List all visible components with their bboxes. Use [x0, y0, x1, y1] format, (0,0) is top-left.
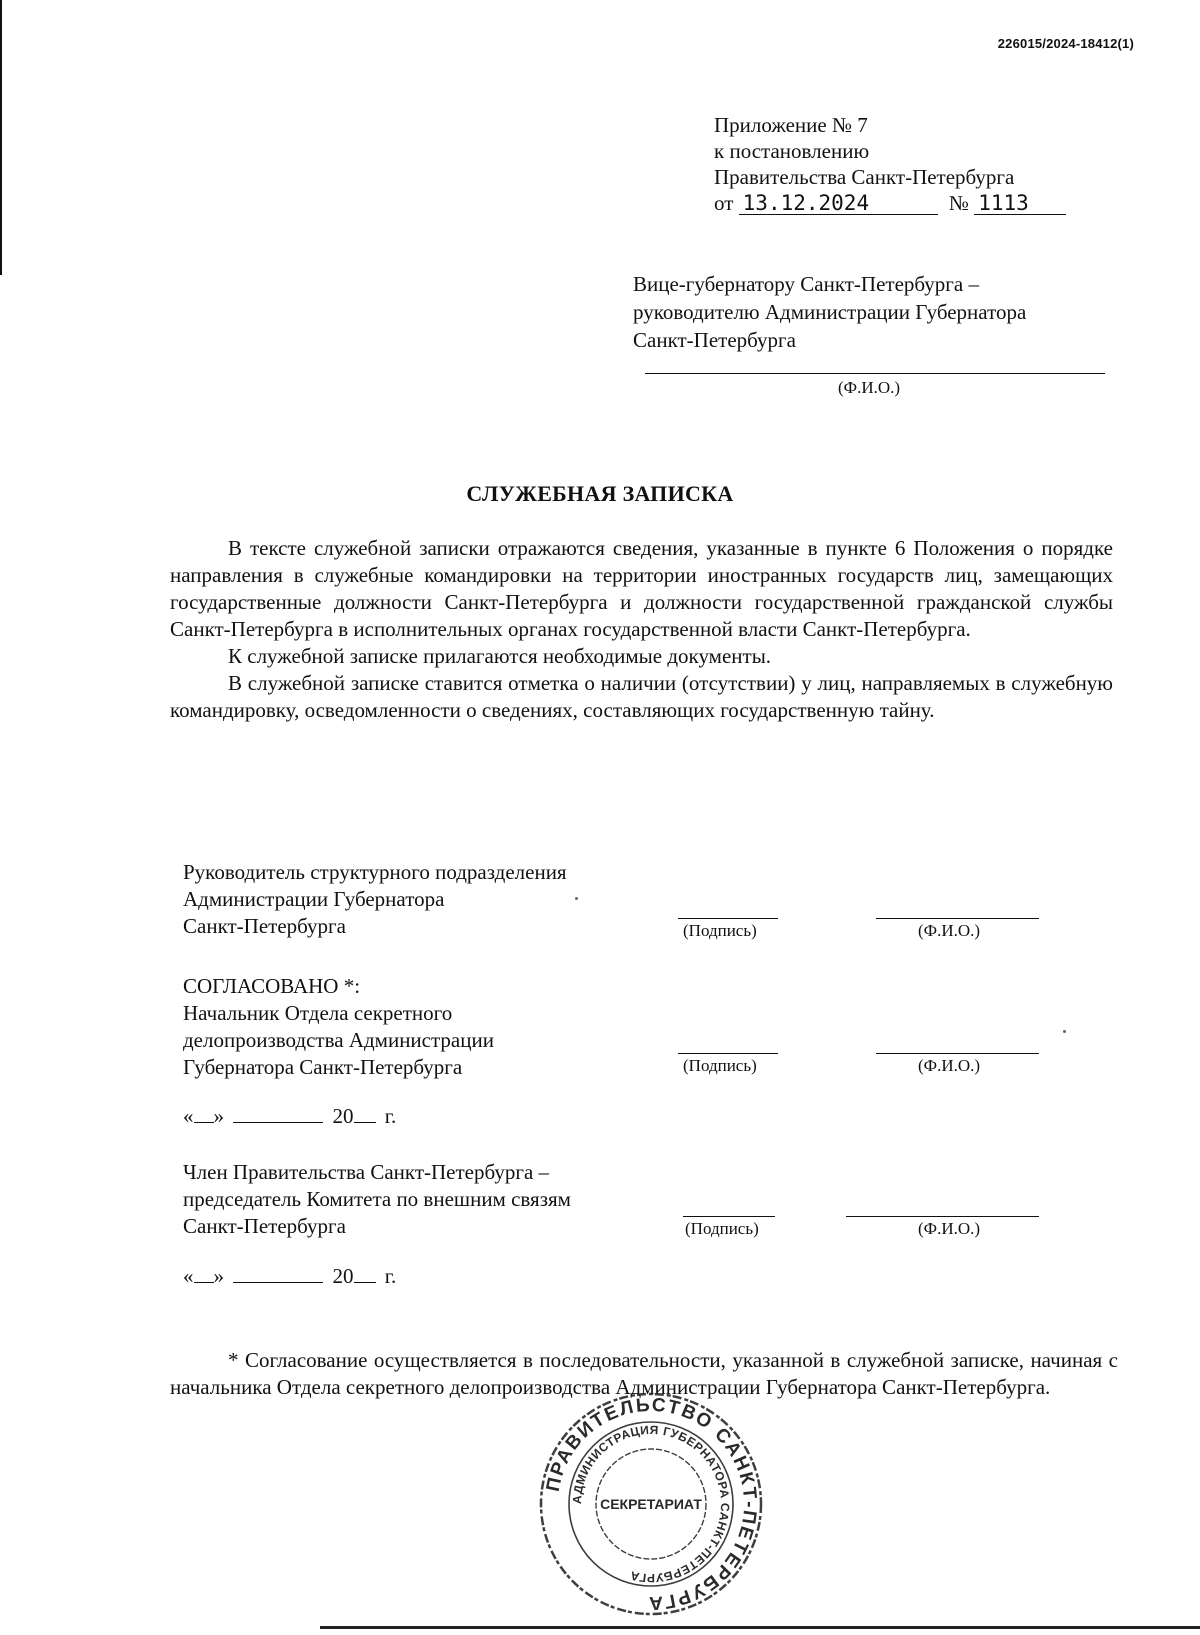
signature-caption: (Подпись): [685, 1219, 759, 1238]
fio-line: [876, 1053, 1039, 1054]
scan-edge-left: [0, 0, 2, 275]
label-line: Санкт-Петербурга: [183, 1214, 346, 1238]
body-text: [170, 535, 1113, 724]
label-line: Санкт-Петербурга: [183, 914, 346, 938]
label-line: Администрации Губернатора: [183, 887, 445, 911]
appendix-date-number: [714, 190, 1066, 216]
footnote-text: * Согласование осуществляется в последовательности, указанной в служебной записке, начиная с начальника Отдела секретного делопроизводства Администрации Губернатора Санкт-Петербурга.: [170, 1348, 1118, 1399]
signature-caption: (Подпись): [683, 1056, 757, 1075]
addressee-fio-line: [645, 373, 1105, 374]
decree-date: 13.12.2024: [739, 192, 938, 215]
signature-caption: (Подпись): [683, 921, 757, 940]
addressee-fio-caption: (Ф.И.О.): [838, 378, 901, 397]
appendix-issuer: Правительства Санкт-Петербурга: [714, 165, 1015, 189]
decree-number: 1113: [974, 192, 1066, 215]
label-line: Член Правительства Санкт-Петербурга –: [183, 1160, 550, 1184]
body-paragraph: К служебной записке прилагаются необходимые документы.: [228, 644, 772, 668]
label-line: Губернатора Санкт-Петербурга: [183, 1055, 463, 1079]
registration-number: 226015/2024-18412(1): [997, 36, 1134, 51]
fio-caption: (Ф.И.О.): [918, 921, 981, 940]
head-signature-label: [183, 859, 567, 940]
fio-line: [846, 1216, 1039, 1217]
label-line: Руководитель структурного подразделения: [183, 860, 567, 884]
addressee-line: руководителю Администрации Губернатора: [633, 300, 1027, 324]
fio-line: [876, 918, 1039, 919]
agreed-signature-label: [183, 973, 494, 1081]
label-line: делопроизводства Администрации: [183, 1028, 494, 1052]
number-prefix: №: [948, 191, 969, 215]
scan-speck: [575, 897, 578, 900]
signature-line: [683, 1216, 775, 1217]
signature-line: [678, 918, 778, 919]
agreed-label: СОГЛАСОВАНО *:: [183, 974, 361, 998]
fio-caption: (Ф.И.О.): [918, 1219, 981, 1238]
scan-edge-bottom: [320, 1626, 1200, 1629]
official-seal-stamp: [537, 1390, 765, 1618]
appendix-block: [714, 112, 1066, 216]
label-line: председатель Комитета по внешним связям: [183, 1187, 571, 1211]
appendix-ref: к постановлению: [714, 139, 870, 163]
member-signature-label: [183, 1159, 571, 1240]
member-date-line: « » 20 г.: [183, 1264, 397, 1288]
fio-caption: (Ф.И.О.): [918, 1056, 981, 1075]
appendix-title: Приложение № 7: [714, 113, 868, 137]
seal-outer-text: ПРАВИТЕЛЬСТВО САНКТ-ПЕТЕРБУРГА: [542, 1394, 761, 1614]
document-title: СЛУЖЕБНАЯ ЗАПИСКА: [466, 481, 734, 506]
label-line: Начальник Отдела секретного: [183, 1001, 453, 1025]
addressee-block: [633, 270, 1026, 354]
body-paragraph: В служебной записке ставится отметка о наличии (отсутствии) у лиц, направляемых в служебную командировку, осведомленности о сведениях, составляющих государственную тайну.: [170, 671, 1113, 722]
date-prefix: от: [714, 191, 734, 215]
body-paragraph: В тексте служебной записки отражаются сведения, указанные в пункте 6 Положения о порядке направления в служебные командировки на территории иностранных государств лиц, замещающих государственные должности Санкт-Петербурга и должности государственной гражданской службы Санкт-Петербурга в исполнительных органах государственной власти Санкт-Петербурга.: [170, 536, 1113, 641]
addressee-line: Вице-губернатору Санкт-Петербурга –: [633, 272, 979, 296]
signature-line: [678, 1053, 778, 1054]
addressee-line: Санкт-Петербурга: [633, 328, 796, 352]
scan-speck: [1063, 1030, 1066, 1033]
seal-center-text: СЕКРЕТАРИАТ: [600, 1496, 702, 1512]
seal-inner-text: АДМИНИСТРАЦИЯ ГУБЕРНАТОРА САНКТ-ПЕТЕРБУРГА: [569, 1422, 733, 1586]
agreed-date-line: « » 20 г.: [183, 1104, 397, 1128]
